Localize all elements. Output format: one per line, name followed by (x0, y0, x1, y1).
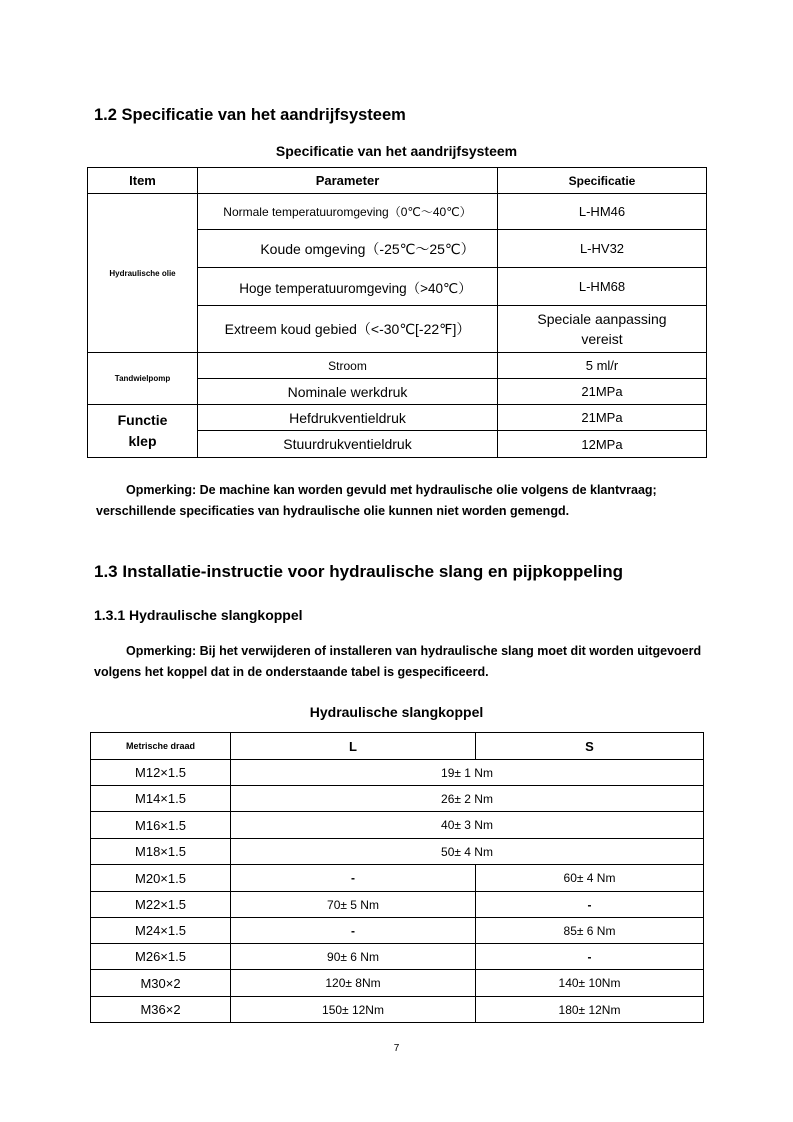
spec-cell: 21MPa (498, 405, 707, 431)
item-cell: Tandwielpomp (88, 353, 198, 405)
table-row (91, 812, 704, 839)
section-1-3-1-heading (94, 607, 303, 623)
thread-cell: M24×1.5 (91, 918, 231, 944)
parameter-cell: Hefdrukventieldruk (198, 405, 498, 431)
torque-s-cell: 180± 12Nm (476, 997, 704, 1023)
header-item: Item (88, 168, 198, 194)
torque-s-cell: 140± 10Nm (476, 970, 704, 997)
note-paragraph: Opmerking: De machine kan worden gevuld met hydraulische olie volgens de klantvraag; verschillende specificaties van hydraulische olie kunnen niet worden gemengd. (96, 483, 657, 518)
item-cell (88, 405, 198, 458)
header-parameter: Parameter (198, 168, 498, 194)
thread-cell: M18×1.5 (91, 839, 231, 865)
thread-cell: M30×2 (91, 970, 231, 997)
section-number: 1.3 (94, 562, 118, 581)
parameter-cell: Hoge temperatuuromgeving（>40℃） (198, 268, 498, 306)
torque-cell: 40± 3 Nm (231, 812, 704, 839)
spec-text: Speciale aanpassing vereist (537, 311, 667, 347)
table-row (88, 353, 707, 379)
parameter-cell: Extreem koud gebied（<-30℃[-22℉]） (198, 306, 498, 353)
spec-cell: L-HM46 (498, 194, 707, 230)
spec-cell: 21MPa (498, 379, 707, 405)
parameter-cell: Normale temperatuuromgeving（0℃～40℃） (198, 194, 498, 230)
spec-cell: L-HM68 (498, 268, 707, 306)
table-row (91, 760, 704, 786)
section-title: Specificatie van het aandrijfsysteem (121, 106, 406, 124)
torque-l-cell: 90± 6 Nm (231, 944, 476, 970)
spec-cell (498, 306, 707, 353)
section-1-3-heading (94, 562, 623, 582)
torque-l-cell: 70± 5 Nm (231, 892, 476, 918)
thread-cell: M26×1.5 (91, 944, 231, 970)
header-l: L (231, 733, 476, 760)
torque-cell: 50± 4 Nm (231, 839, 704, 865)
table1-caption: Specificatie van het aandrijfsysteem (275, 143, 518, 159)
section-title: Hydraulische slangkoppel (129, 607, 303, 623)
section-number: 1.3.1 (94, 607, 126, 623)
thread-cell: M36×2 (91, 997, 231, 1023)
parameter-cell: Stuurdrukventieldruk (198, 431, 498, 458)
table-header-row (88, 168, 707, 194)
page-number: 7 (393, 1043, 400, 1054)
spec-cell: 5 ml/r (498, 353, 707, 379)
drive-system-spec-table (87, 167, 707, 458)
torque-l-cell: - (231, 918, 476, 944)
torque-cell: 19± 1 Nm (231, 760, 704, 786)
table-row (91, 944, 704, 970)
thread-cell: M22×1.5 (91, 892, 231, 918)
torque-l-cell: 150± 12Nm (231, 997, 476, 1023)
note-paragraph: Opmerking: Bij het verwijderen of installeren van hydraulische slang moet dit worden uitgevoerd volgens het koppel dat in de onderstaande tabel is gespecificeerd. (94, 644, 702, 679)
parameter-cell: Stroom (198, 353, 498, 379)
thread-cell: M20×1.5 (91, 865, 231, 892)
parameter-cell: Koude omgeving（-25℃～25℃） (198, 230, 498, 268)
table2-caption: Hydraulische slangkoppel (309, 704, 484, 720)
section-number: 1.2 (94, 106, 117, 124)
torque-cell: 26± 2 Nm (231, 786, 704, 812)
table-row (88, 194, 707, 230)
thread-cell: M12×1.5 (91, 760, 231, 786)
torque-s-cell: 60± 4 Nm (476, 865, 704, 892)
table-row (88, 405, 707, 431)
table-row (91, 865, 704, 892)
torque-s-cell: 85± 6 Nm (476, 918, 704, 944)
section-title: Installatie-instructie voor hydraulische slang en pijpkoppeling (122, 562, 624, 581)
spec-cell: L-HV32 (498, 230, 707, 268)
torque-l-cell: 120± 8Nm (231, 970, 476, 997)
table-row (91, 892, 704, 918)
table-row (91, 997, 704, 1023)
item-text: Functie klep (117, 412, 168, 449)
torque-s-cell: - (476, 944, 704, 970)
thread-cell: M14×1.5 (91, 786, 231, 812)
section-1-2-heading (94, 106, 406, 125)
hose-torque-table (90, 732, 704, 1023)
torque-l-cell: - (231, 865, 476, 892)
spec-cell: 12MPa (498, 431, 707, 458)
header-s: S (476, 733, 704, 760)
header-spec: Specificatie (498, 168, 707, 194)
table-row (91, 918, 704, 944)
header-thread: Metrische draad (91, 733, 231, 760)
table-row (91, 970, 704, 997)
item-cell: Hydraulische olie (88, 194, 198, 353)
thread-cell: M16×1.5 (91, 812, 231, 839)
torque-s-cell: - (476, 892, 704, 918)
table-row (91, 786, 704, 812)
parameter-cell: Nominale werkdruk (198, 379, 498, 405)
table-row (91, 839, 704, 865)
table-header-row (91, 733, 704, 760)
